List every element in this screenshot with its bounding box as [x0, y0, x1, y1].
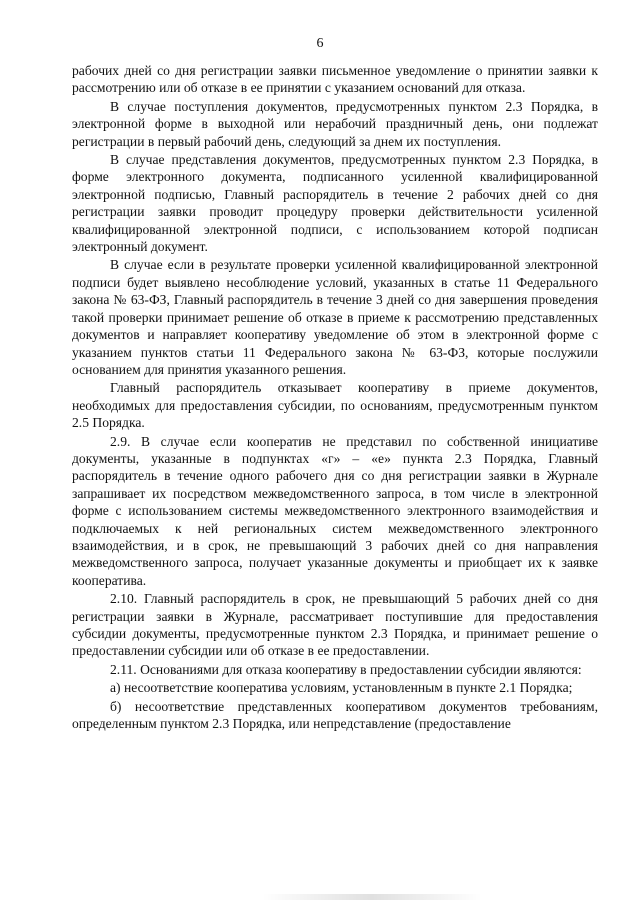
paragraph-signature-violation: В случае если в результате проверки усиленной квалифицированной электронной подписи будет выявлено несоблюдение условий, указанных в статье 11 Федерального закона № 63-ФЗ, Главный распорядитель в течение 3 дней со дня завершения проведения такой проверки принимает решение об отказе в приеме к рассмотрению представленных документов и направляет кооперативу уведомление об этом в электронной форме с указанием пунктов статьи 11 Федерального закона № 63-ФЗ, которые послужили основанием для принятия указанного решения. — [72, 257, 598, 377]
document-body — [72, 62, 598, 732]
page-number: 6 — [316, 36, 324, 51]
paragraph-2-10: 2.10. Главный распорядитель в срок, не превышающий 5 рабочих дней со дня регистрации заявки в Журнале, рассматривает поступившие для предоставления субсидии документы, предусмотренные пунктом 2.3 Порядка, и принимает решение о предоставлении субсидии или об отказе в ее предоставлении. — [72, 591, 598, 659]
scan-edge-shadow — [262, 894, 482, 900]
list-item-a: а) несоответствие кооператива условиям, установленным в пункте 2.1 Порядка; — [110, 680, 573, 696]
paragraph-2-9: 2.9. В случае если кооператив не представил по собственной инициативе документы, указанные в подпунктах «г» – «е» пункта 2.3 Порядка, Главный распорядитель в течение одного рабочего дня со дня регистрации заявки в Журнале запрашивает их посредством межведомственного запроса, в том числе в электронной форме с использованием системы межведомственного электронного взаимодействия и подключаемых к ней региональных систем межведомственного электронного взаимодействия, и в срок, не превышающий 3 рабочих дней со дня направления межведомственного запроса, получает указанные документы и приобщает их к заявке кооператива. — [72, 433, 598, 588]
paragraph-refusal-grounds: Главный распорядитель отказывает кооперативу в приеме документов, необходимых для предоставления субсидии, по основаниям, предусмотренным пунктом 2.5 Порядка. — [72, 380, 598, 431]
paragraph-electronic-signature-check: В случае представления документов, предусмотренных пунктом 2.3 Порядка, в форме электронного документа, подписанного усиленной квалифицированной электронной подписью, Главный распорядитель в течение 2 рабочих дней со дня регистрации заявки проводит процедуру проверки действительности усиленной квалифицированной электронной подписи, с использованием которой подписан электронный документ. — [72, 152, 598, 255]
paragraph-continuation: рабочих дней со дня регистрации заявки письменное уведомление о принятии заявки к рассмотрению или об отказе в ее принятии с указанием оснований для отказа. — [72, 63, 598, 96]
list-item-b: б) несоответствие представленных кооперативом документов требованиям, определенным пунктом 2.3 Порядка, или непредставление (предоставление — [72, 698, 598, 732]
paragraph-weekend-receipt: В случае поступления документов, предусмотренных пунктом 2.3 Порядка, в электронной форме в выходной или нерабочий праздничный день, они подлежат регистрации в первый рабочий день, следующий за днем их поступления. — [72, 98, 598, 149]
paragraph-2-11: 2.11. Основаниями для отказа кооперативу в предоставлении субсидии являются: — [110, 661, 582, 677]
